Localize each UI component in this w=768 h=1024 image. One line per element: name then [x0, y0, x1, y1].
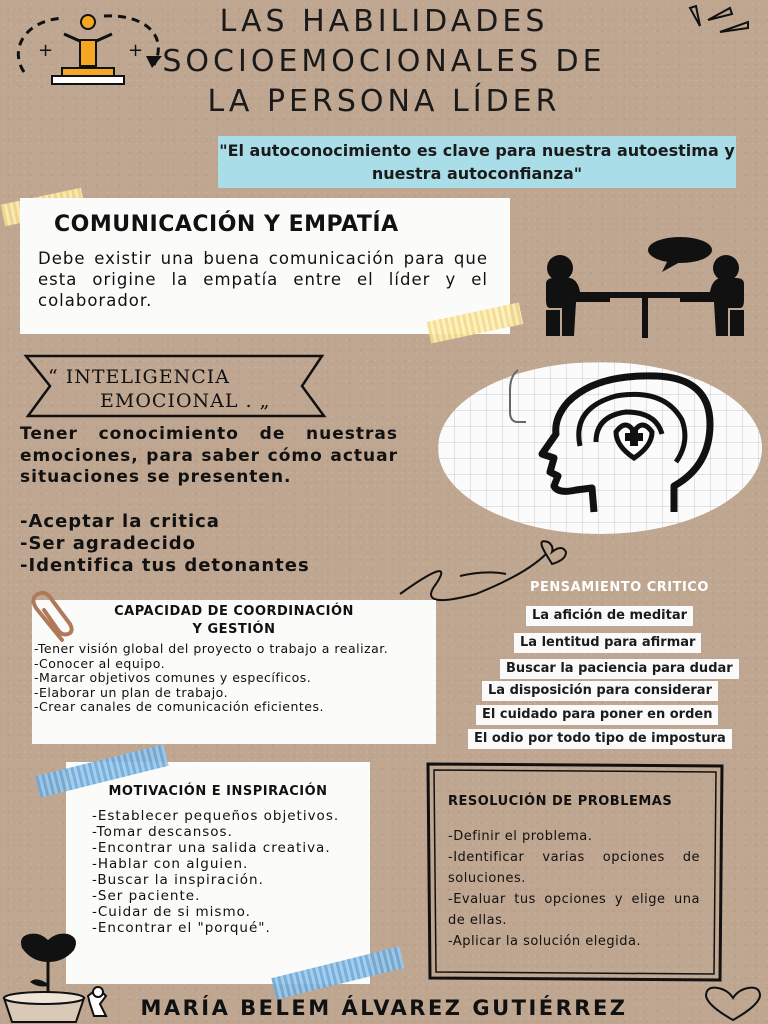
author-name: MARÍA BELEM ÁLVAREZ GUTIÉRREZ: [140, 996, 628, 1020]
list-item: -Identifica tus detonantes: [20, 555, 310, 576]
svg-text:+: +: [128, 40, 144, 61]
title-line-2: SOCIOEMOCIONALES DE: [162, 44, 606, 79]
list-item: -Tomar descansos.: [92, 824, 233, 840]
title-line-1: LAS HABILIDADES: [219, 4, 549, 39]
list-item: -Definir el problema.: [448, 829, 593, 844]
list-item: -Tener visión global del proyecto o trabajo a realizar.: [34, 641, 389, 656]
title-line-3: LA PERSONA LÍDER: [207, 84, 561, 119]
quote-banner: "El autoconocimiento es clave para nuestra autoestima y nuestra autoconfianza": [218, 136, 736, 188]
list-item: La disposición para considerar: [482, 681, 718, 701]
resolucion-title: RESOLUCIÓN DE PROBLEMAS: [448, 794, 673, 809]
list-item: -Encontrar el "porqué".: [92, 920, 271, 936]
coordinacion-title-1: CAPACIDAD DE COORDINACIÓN: [114, 604, 354, 619]
list-item: -Elaborar un plan de trabajo.: [34, 684, 229, 700]
list-item: La afición de meditar: [526, 606, 693, 626]
inteligencia-banner: [20, 350, 330, 422]
inteligencia-title-2: EMOCIONAL . „: [100, 390, 271, 412]
inteligencia-title-1: “ INTELIGENCIA: [48, 366, 230, 388]
coordinacion-card: [32, 600, 436, 744]
list-item: -Crear canales de comunicación eficientes.: [34, 699, 324, 714]
paperclip-icon: [22, 590, 78, 646]
list-item: -Evaluar tus opciones y elige una de ellas.: [448, 892, 700, 928]
resolucion-card: [424, 760, 726, 984]
list-item: -Encontrar una salida creativa.: [92, 840, 331, 856]
list-item: -Marcar objetivos comunes y específicos.: [34, 670, 312, 685]
pensamiento-title: PENSAMIENTO CRITICO: [530, 580, 709, 595]
svg-text:+: +: [38, 40, 54, 61]
conversation-table-icon: [540, 236, 750, 342]
list-item: -Conocer al equipo.: [34, 655, 166, 671]
list-item: -Buscar la inspiración.: [92, 872, 264, 888]
list-item: -Ser agradecido: [20, 533, 197, 554]
comunicacion-body: Debe existir una buena comunicación para que esta origine la empatía entre el líder y el colaborador.: [38, 249, 488, 310]
list-item: -Cuidar de si mismo.: [92, 904, 251, 920]
list-item: El odio por todo tipo de impostura: [468, 729, 732, 749]
coordinacion-list: [34, 642, 406, 715]
resolucion-list: [448, 826, 700, 952]
motivacion-title: MOTIVACIÓN E INSPIRACIÓN: [108, 784, 328, 799]
list-item: La lentitud para afirmar: [514, 633, 701, 653]
list-item: Buscar la paciencia para dudar: [500, 659, 739, 679]
list-item: -Aplicar la solución elegida.: [448, 934, 642, 949]
list-item: -Establecer pequeños objetivos.: [92, 808, 340, 824]
heart-doodle-icon: [396, 534, 606, 610]
list-item: -Aceptar la critica: [20, 511, 220, 532]
comunicacion-card: [20, 198, 510, 334]
head-heart-icon: [496, 362, 726, 528]
list-item: -Identificar varias opciones de soluciones.: [448, 850, 700, 886]
inteligencia-list: [20, 511, 420, 577]
list-item: El cuidado para poner en orden: [476, 705, 718, 725]
motivacion-list: [92, 808, 342, 936]
list-item: -Hablar con alguien.: [92, 856, 249, 872]
comunicacion-title: COMUNICACIÓN Y EMPATÍA: [54, 212, 399, 237]
inteligencia-body: Tener conocimiento de nuestras emociones, para saber cómo actuar situaciones se presenten.: [20, 424, 398, 487]
list-item: -Ser paciente.: [92, 888, 201, 904]
coordinacion-title-2: Y GESTIÓN: [192, 622, 276, 637]
